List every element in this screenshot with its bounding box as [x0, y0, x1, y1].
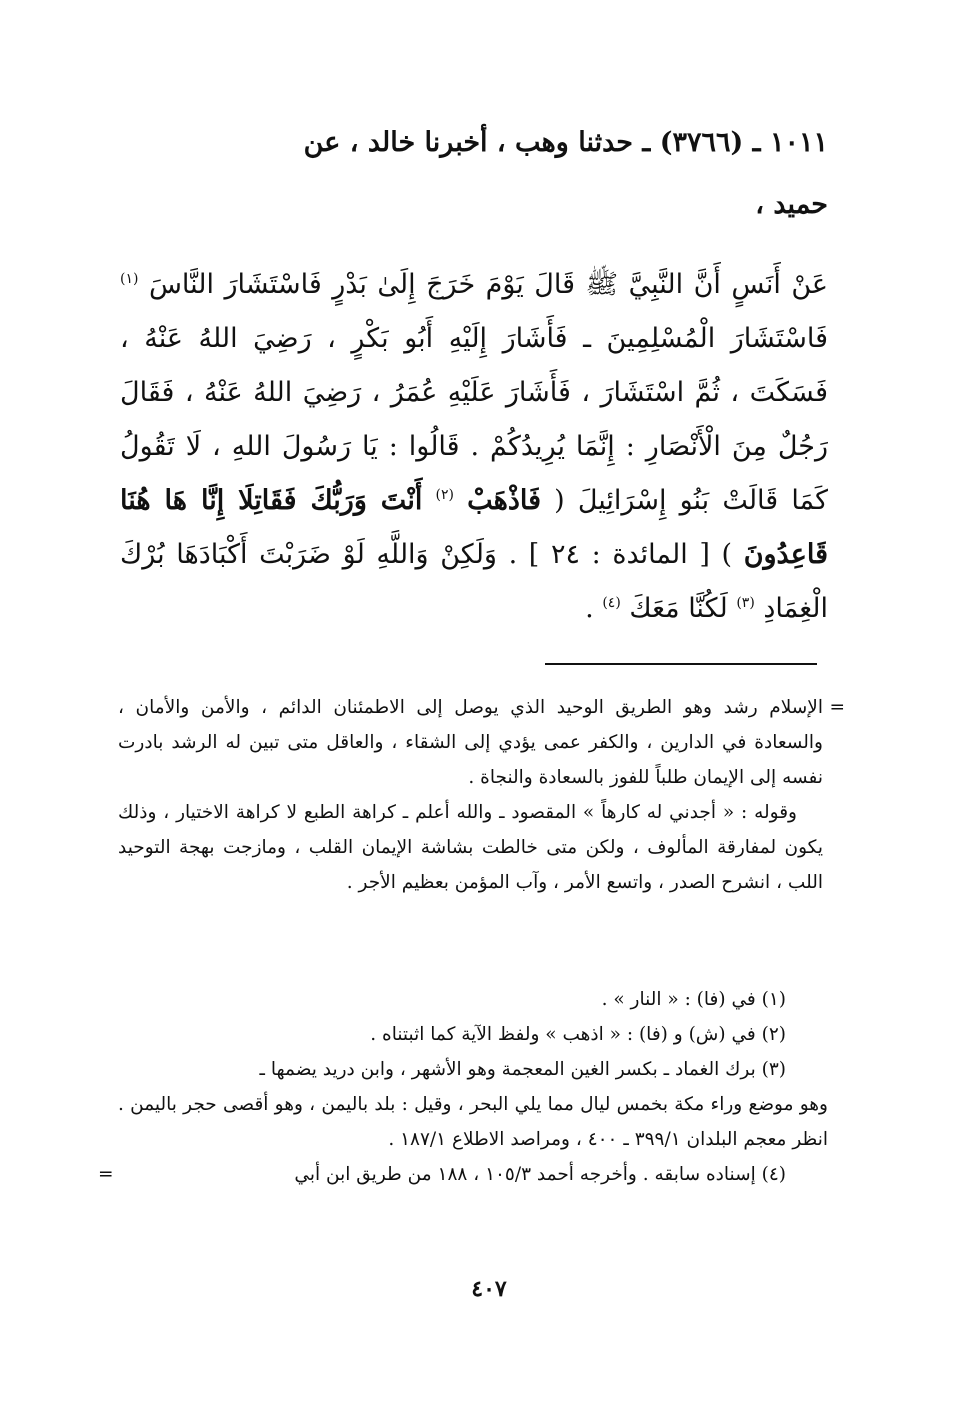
quran-quote-part-b: أَنْتَ وَرَبُّكَ فَقَاتِلَا إِنَّا هَا هُنَا قَاعِدُونَ [120, 485, 828, 570]
page-number: ٤٠٧ [471, 1276, 507, 1302]
commentary-continued [118, 690, 845, 900]
footnote-ref-4: (٤) [602, 595, 621, 611]
footnote-4-continuation-mark: = [98, 1164, 114, 1185]
footnote-4 [98, 1157, 828, 1192]
commentary-paragraph-1-text: الإسلام رشد وهو الطريق الوحيد الذي يوصل إلى الاطمئنان الدائم ، والأمن والأمان ، والسعادة في الدارين ، والكفر عمى يؤدي إلى الشقاء ، والعاقل متى تبين له الرشد بادرت نفسه إلى الإيمان طلباً للفوز بالسعادة والنجاة . [118, 697, 823, 788]
hadith-text-part-e: . [585, 593, 594, 624]
footnote-ref-2: (٢) [435, 487, 454, 503]
continuation-mark: = [829, 697, 845, 718]
commentary-paragraph-1 [118, 690, 845, 795]
hadith-text [120, 258, 828, 636]
footnote-ref-1: (١) [120, 271, 139, 287]
chain-line-1: ١٠١١ ـ (٣٧٦٦) ـ حدثنا وهب ، أخبرنا خالد ، عن [303, 127, 828, 158]
hadith-text-part-b: فَاسْتَشَارَ الْمُسْلِمِينَ ـ فَأَشَارَ إِلَيْهِ أَبُو بَكْرٍ ، رَضِيَ اللهُ عَنْهُ ، فَسَكَتَ ، ثُمَّ اسْتَشَارَ ، فَأَشَارَ عَلَيْهِ عُمَرُ ، رَضِيَ اللهُ عَنْهُ ، فَقَالَ رَجُلٌ مِنَ الْأَنْصَارِ : إِنَّمَا يُرِيدُكُمْ . قَالُوا : يَا رَسُولَ اللهِ ، لَا تَقُولُ كَمَا قَالَتْ بَنُو إِسْرَائِيلَ ( [120, 323, 829, 516]
hadith-text-part-a: عَنْ أَنَسٍ أَنَّ النَّبِيَّ ﷺ قَالَ يَوْمَ خَرَجَ إِلَىٰ بَدْرٍ فَاسْتَشَارَ النَّاسَ [148, 269, 828, 300]
hadith-text-part-c: ) [ المائدة : ٢٤ ] . وَلَكِنْ وَاللَّهِ لَوْ ضَرَبْتَ أَكْبَادَهَا بُرْكَ الْغِمَادِ [120, 539, 828, 624]
footnote-divider [545, 663, 817, 665]
footnote-ref-3: (٣) [736, 595, 755, 611]
chain-line-2: حميد ، [755, 189, 828, 220]
quran-quote-part-a: فَاذْهَبْ [467, 485, 542, 516]
hadith-text-part-d: لَكُنَّا مَعَكَ [629, 593, 728, 624]
footnote-3-continued: وهو موضع وراء مكة بخمس ليال مما يلي البحر ، وقيل : بلد باليمن ، وهو أقصى حجر باليمن . انظر معجم البلدان ٣٩٩/١ ـ ٤٠٠ ، ومراصد الاطلاع ١٨٧/١ . [118, 1094, 828, 1150]
footnote-2: (٢) في (ش) و (فا) : « اذهب » ولفظ الآية كما اثبتناه . [370, 1024, 786, 1045]
footnotes [98, 982, 828, 1192]
footnote-1: (١) في (فا) : « النار » . [601, 989, 786, 1010]
footnote-4-text: (٤) إسناده سابقه . وأخرجه أحمد ١٠٥/٣ ، ١٨٨ من طريق ابن أبي [294, 1164, 786, 1185]
hadith-chain-heading [120, 112, 828, 236]
footnote-3: (٣) برك الغماد ـ بكسر الغين المعجمة وهو الأشهر ، وابن دريد يضمها ـ [259, 1059, 786, 1080]
commentary-paragraph-2: وقوله : « أجدني له كارهاً » المقصود ـ والله أعلم ـ كراهة الطبع لا كراهة الاختيار ، وذلك يكون لمفارقة المألوف ، ولكن متى خالطت بشاشة الإيمان القلب ، ومازجت بهجة التوحيد اللب ، انشرح الصدر ، واتسع الأمر ، وآب المؤمن بعظيم الأجر . [118, 802, 823, 893]
